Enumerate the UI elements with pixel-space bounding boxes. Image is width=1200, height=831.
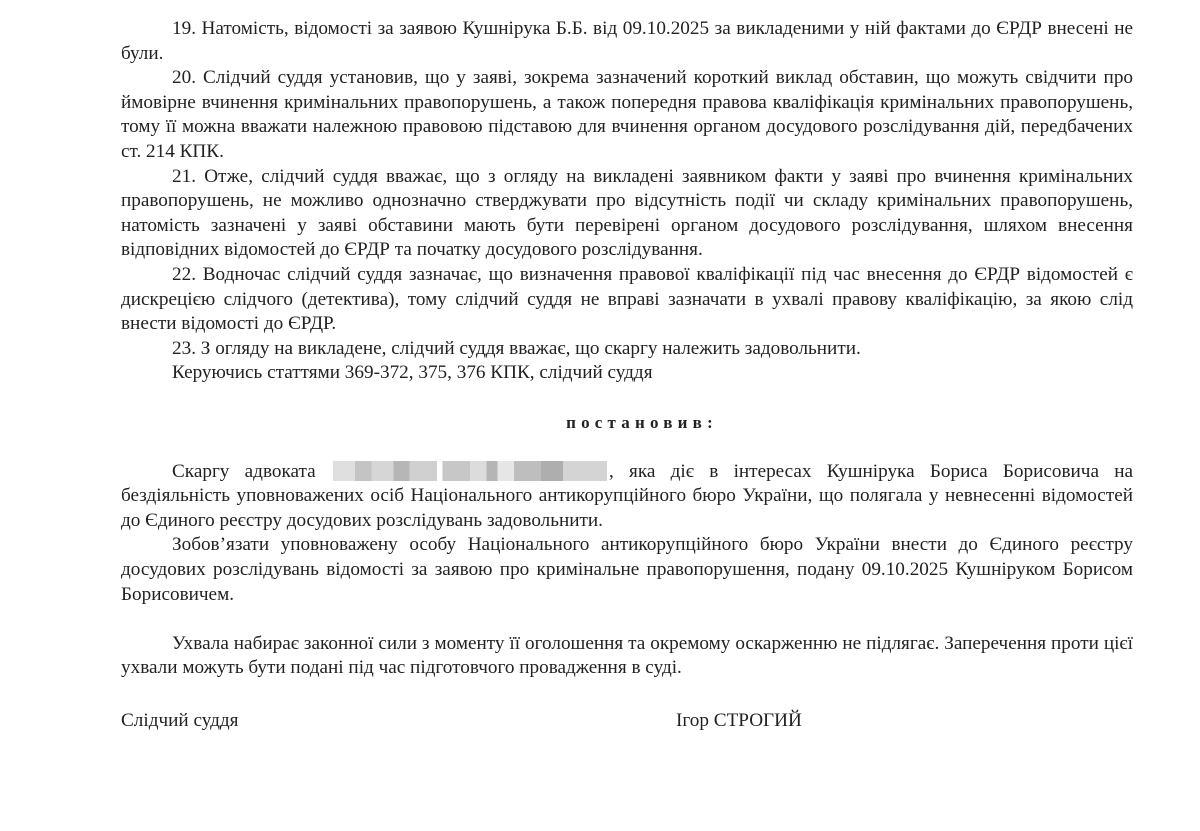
redacted-attorney-name [333, 461, 607, 481]
spacer [121, 386, 1133, 411]
signature-name: Ігор СТРОГИЙ [676, 709, 802, 731]
signature-block [121, 709, 1133, 734]
guided-by-statement: Керуючись статтями 369-372, 375, 376 КПК, слідчий суддя [172, 362, 653, 384]
paragraph-number: 19. [172, 18, 196, 39]
paragraph-number: 22. [172, 263, 196, 285]
paragraph-text: Отже, слідчий суддя вважає, що з огляду на викладені заявником факти у заяві про вчинення кримінальних правопорушень, не можливо однозначно стверджувати про відсутність події чи складу кримінальних правопорушень, натомість зазначені у заяві обставини мають бути перевірені органом досудового розслідування, шляхом внесення відповідних відомостей до ЄРДР та початку досудового розслідування. [121, 165, 1133, 261]
ruling-complaint [121, 460, 1133, 534]
ruling-heading: постановив: [566, 412, 718, 432]
paragraph-23 [121, 337, 1133, 362]
spacer [121, 681, 1133, 706]
paragraph-text: Слідчий суддя установив, що у заяві, зокрема зазначений короткий виклад обставин, що можуть свідчити про ймовірне вчинення кримінальних правопорушень, а також попередня правова кваліфікація кримінальних правопорушень, тому її можна вважати належною правовою підставою для вчинення органом досудового розслідування дій, передбачених ст. 214 КПК. [121, 67, 1134, 162]
paragraph-text: Натомість, відомості за заявою Кушнірука Б.Б. від 09.10.2025 за викладеними у ній фактами до ЄРДР внесені не були. [121, 18, 1133, 64]
paragraph-number: 20. [172, 67, 196, 89]
paragraph-19 [121, 17, 1133, 66]
paragraph-number: 21. [172, 165, 196, 187]
document-page [121, 17, 1133, 733]
ruling-obligation: Зобов’язати уповноважену особу Національного антикорупційного бюро України внести до Єдиного реєстру досудових розслідувань відомості за заявою про кримінальне правопорушення, подану 09.10.2025 Кушніруком Борисом Борисовичем. [121, 534, 1133, 605]
spacer [121, 607, 1133, 632]
ruling-effect: Ухвала набирає законної сили з моменту її оголошення та окремому оскарженню не підлягає. Заперечення проти цієї ухвали можуть бути подані під час підготовчого провадження в суді. [121, 632, 1133, 679]
paragraph-20 [121, 66, 1133, 164]
complaint-suffix: , яка діє в інтересах Кушнірука Бориса Борисовича на бездіяльність уповноважених осіб Національного антикорупційного бюро України, що полягала у невнесенні відомостей до Єдиного реєстру досудових розслідувань задовольнити. [121, 460, 1134, 531]
paragraph-21 [121, 165, 1133, 263]
paragraph-number: 23. [172, 337, 196, 359]
paragraph-text: З огляду на викладене, слідчий суддя вважає, що скаргу належить задовольнити. [200, 337, 861, 359]
paragraph-22 [121, 263, 1133, 337]
spacer [121, 435, 1133, 460]
complaint-prefix: Скаргу адвоката [172, 460, 316, 482]
signature-role: Слідчий суддя [121, 709, 239, 731]
paragraph-text: Водночас слідчий суддя зазначає, що визначення правової кваліфікації під час внесення до ЄРДР відомостей є дискрецією слідчого (детектива), тому слідчий суддя не вправі зазначати в ухвалі правову кваліфікацію, за якою слід внести відомості до ЄРДР. [121, 263, 1134, 335]
